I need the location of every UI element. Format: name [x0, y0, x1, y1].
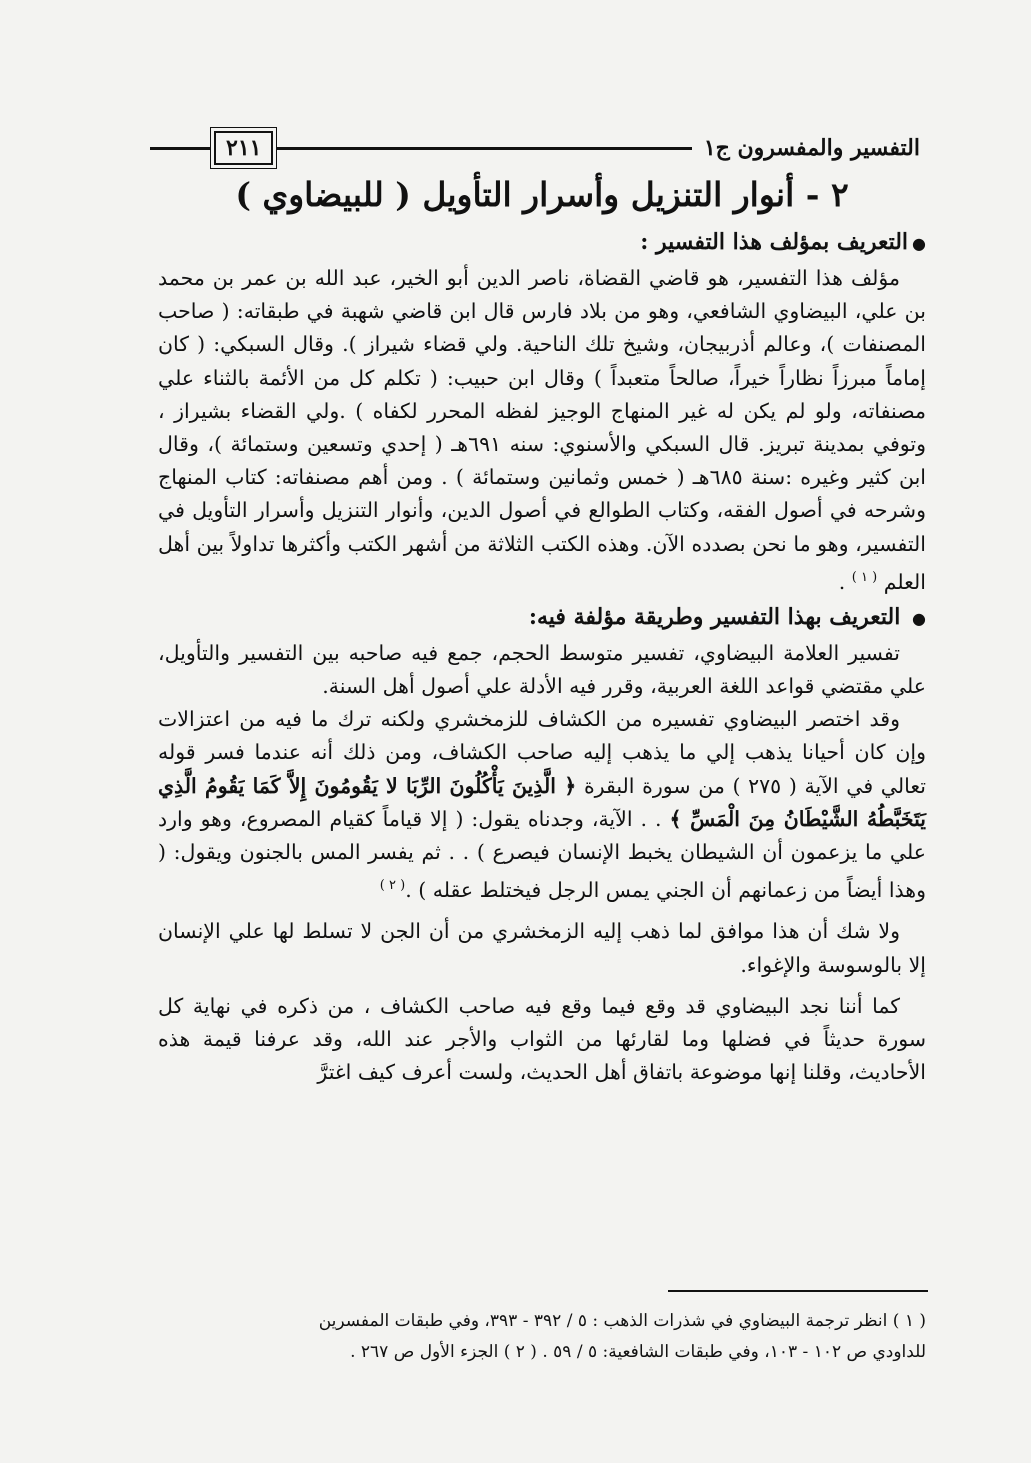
author-heading [158, 224, 926, 262]
bullet-icon: ● [912, 234, 926, 253]
author-paragraph-text: مؤلف هذا التفسير، هو قاضي القضاة، ناصر الدين أبو الخير، عبد الله بن عمر بن محمد بن علي، البيضاوي الشافعي، وهو من بلاد فارس قال ابن قاضي شهبة في طبقاته: ( صاحب المصنفات )، وعالم أذربيجان، وشيخ تلك الناحية. ولي قضاء شيراز ). وقال السبكي: ( كان إماماً مبرزاً نظاراً خيراً، صالحاً متعبداً ) وقال ابن حبيب: ( تكلم كل من الأئمة بالثناء علي مصنفاته، ولو لم يكن له غير المنهاج الوجيز لفظه المحرر لكفاه ) .ولي القضاء بشيراز ، وتوفي بمدينة تبريز. قال السبكي والأسنوي: سنه ٦٩١هـ ( إحدي وتسعين وستمائة )، وقال ابن كثير وغيره :سنة ٦٨٥هـ ( خمس وثمانين وستمائة ) . ومن أهم مصنفاته: كتاب المنهاج وشرحه في أصول الفقه، وكتاب الطوالع في أصول الدين، وأنوار التنزيل وأسرار التأويل في التفسير، وهو ما نحن بصدده الآن. وهذه الكتب الثلاثة من أشهر الكتب وأكثرها تداولاً بين أهل العلم [158, 266, 926, 594]
section-title: ٢ - أنوار التنزيل وأسرار التأويل ( للبيضاوي ) [235, 175, 849, 214]
footnotes [158, 1306, 926, 1368]
author-paragraph: مؤلف هذا التفسير، هو قاضي القضاة، ناصر الدين أبو الخير، عبد الله بن عمر بن محمد بن علي، البيضاوي الشافعي، وهو من بلاد فارس قال ابن قاضي شهبة في طبقاته: ( صاحب المصنفات )، وعالم أذربيجان، وشيخ تلك الناحية. ولي قضاء شيراز ). وقال السبكي: ( كان إماماً مبرزاً نظاراً خيراً، صالحاً متعبداً ) وقال ابن حبيب: ( تكلم كل من الأئمة بالثناء علي مصنفاته، ولو لم يكن له غير المنهاج الوجيز لفظه المحرر لكفاه ) .ولي القضاء بشيراز ، وتوفي بمدينة تبريز. قال السبكي والأسنوي: سنه ٦٩١هـ ( إحدي وتسعين وستمائة )، وقال ابن كثير وغيره :سنة ٦٨٥هـ ( خمس وثمانين وستمائة ) . ومن أهم مصنفاته: كتاب المنهاج وشرحه في أصول الفقه، وكتاب الطوالع في أصول الدين، وأنوار التنزيل وأسرار التأويل في التفسير، وهو ما نحن بصدده الآن. وهذه الكتب الثلاثة من أشهر الكتب وأكثرها تداولاً بين أهل العلم $^{( ١ )}$ . [158, 266, 926, 594]
bullet-icon: ● [912, 608, 926, 628]
method-heading [158, 599, 926, 637]
author-heading-text: التعريف بمؤلف هذا التفسير : [640, 229, 909, 255]
header-rule-left [277, 147, 691, 150]
footnote-rule [668, 1290, 928, 1292]
page-header [150, 128, 920, 168]
header-rule-right [150, 147, 210, 150]
method-paragraph-1: تفسير العلامة البيضاوي، تفسير متوسط الحجم، جمع فيه صاحبه بين التفسير والتأويل، علي مقتضي قواعد اللغة العربية، وقرر فيه الأدلة علي أصول أهل السنة. [158, 640, 926, 699]
footnote-line-2: للداودي ص ١٠٢ - ١٠٣، وفي طبقات الشافعية: ٥ / ٥٩ . ( ٢ ) الجزء الأول ص ٢٦٧ . [350, 1342, 926, 1362]
footnote-ref-1: ( ١ ) [851, 569, 878, 585]
quran-verse: ﴿ الَّذِينَ يَأْكُلُونَ الرِّبَا لا يَقُومُونَ إِلاَّ كَمَا يَقُومُ الَّذِي يَتَخَبَّطُهُ الشَّيْطَانُ مِنَ الْمَسِّ ﴾ [158, 773, 926, 831]
method-p2-text-a: وقد اختصر البيضاوي تفسيره من الكشاف للزمخشري ولكنه ترك ما فيه من اعتزالات وإن كان أحيانا يذهب إلي ما يذهب إليه صاحب الكشاف، ومن ذلك أنه عندما فسر قوله تعالي في الآية ( ٢٧٥ ) من سورة البقرة [158, 707, 926, 798]
method-paragraph-2 [158, 703, 926, 907]
method-paragraph-3: ولا شك أن هذا موافق لما ذهب إليه الزمخشري من أن الجن لا تسلط لها علي الإنسان إلا بالوسوسة والإغواء. [158, 919, 926, 977]
footnote-line-1: ( ١ ) انظر ترجمة البيضاوي في شذرات الذهب : ٥ / ٣٩٢ - ٣٩٣، وفي طبقات المفسرين [318, 1311, 926, 1331]
page-body [158, 172, 926, 1089]
method-paragraph-4: كما أننا نجد البيضاوي قد وقع فيما وقع فيه صاحب الكشاف ، من ذكره في نهاية كل سورة حديثاً في فضلها وما لقارئها من الثواب والأجر عند الله، وقد عرفنا قيمة هذه الأحاديث، وقلنا إنها موضوعة باتفاق أهل الحديث، ولست أعرف كيف اغترَّ [158, 993, 926, 1085]
method-heading-text: التعريف بهذا التفسير وطريقة مؤلفة فيه: [528, 603, 901, 630]
running-title: التفسير والمفسرون ج١ [703, 135, 920, 161]
method-p2-text-b: . . الآية، وجدناه يقول: ( إلا قياماً كقيام المصروع، وهو وارد علي ما يزعمون أن الشيطان يخبط الإنسان فيصرع ) . . ثم يفسر المس بالجنون ويقول: ( وهذا أيضاً من زعمانهم أن الجني يمس الرجل فيختلط عقله ) . [158, 806, 926, 903]
page-number: ٢١١ [214, 131, 273, 165]
footnote-ref-2: ( ٢ ) [379, 878, 406, 894]
